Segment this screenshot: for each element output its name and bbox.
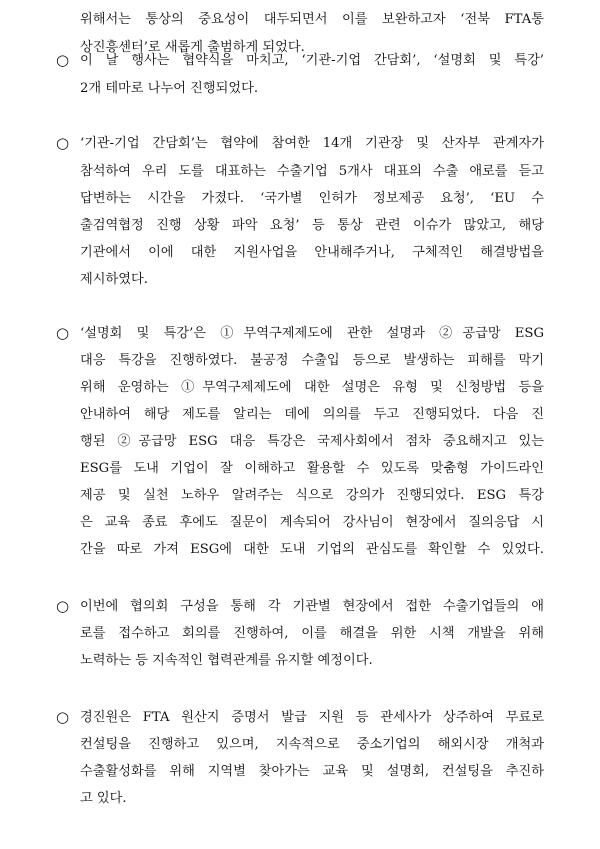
text-line: 은 교육 종료 후에도 질문이 계속되어 강사님이 현장에서 질의응답 시 [80,515,544,530]
text-line: ‘기관-기업 간담회’는 협약에 참여한 14개 기관장 및 산자부 관계자가 [80,136,544,151]
text-line: 이번에 협의회 구성을 통해 각 기관별 현장에서 접한 수출기업들의 애 [80,599,544,614]
text-line: 고 있다. [80,791,127,806]
text-line: 위해 운영하는 ①무역구제제도에 대한 설명은 유형 및 신청방법 등을 [80,380,544,395]
text-line: 행된 ②공급망 ESG 대응 특강은 국제사회에서 점차 중요해지고 있는 [80,434,544,449]
text-line: 로를 접수하고 회의를 진행하여, 이를 해결을 위한 시책 개발을 위해 [80,626,544,641]
text-line: 2개 테마로 나누어 진행되었다. [80,81,259,96]
text-line: ‘설명회 및 특강’은 ①무역구제제도에 관한 설명과 ②공급망 ESG [80,326,544,341]
bullet-circle-icon: ○ [56,324,70,342]
text-line: 답변하는 시간을 가졌다. ‘국가별 인허가 정보제공 요청’, ‘EU 수 [80,191,544,206]
bullet-circle-icon: ○ [56,708,70,726]
text-line: 경진원은 FTA 원산지 증명서 발급 지원 등 관세사가 상주하여 무료로 [80,710,544,725]
text-line: 수출활성화를 위해 지역별 찾아가는 교육 및 설명회, 컨설팅을 추진하 [80,764,544,779]
text-line: 상진흥센터’로 새롭게 출범하게 되었다. [80,40,305,55]
text-line: 참석하여 우리 도를 대표하는 수출기업 5개사 대표의 수출 애로를 듣고 [80,164,544,179]
text-line: 컨설팅을 진행하고 있으며, 지속적으로 중소기업의 해외시장 개척과 [80,737,544,752]
text-line: 제시하였다. [80,272,148,287]
text-line: 기관에서 이에 대한 지원사업을 안내해주거나, 구체적인 해결방법을 [80,245,544,260]
text-line: 위해서는 통상의 중요성이 대두되면서 이를 보완하고자 ‘전북 FTA통 [80,12,544,27]
text-line: 안내하여 해당 제도를 알리는 데에 의의를 두고 진행되었다. 다음 진 [80,407,544,422]
text-line: ESG를 도내 기업이 잘 이해하고 활용할 수 있도록 맞춤형 가이드라인 [80,461,544,476]
text-line: 출검역협정 진행 상황 파악 요청’ 등 통상 관련 이슈가 많았고, 해당 [80,218,544,233]
text-line: 제공 및 실천 노하우 알려주는 식으로 강의가 진행되었다. ESG 특강 [80,488,544,503]
bullet-circle-icon: ○ [56,134,70,152]
text-line: 대응 특강을 진행하였다. 불공정 수출입 등으로 발생하는 피해를 막기 [80,353,544,368]
text-line: 노력하는 등 지속적인 협력관계를 유지할 예정이다. [80,653,373,668]
text-line: 간을 따로 가져 ESG에 대한 도내 기업의 관심도를 확인할 수 있었다. [80,542,544,557]
text-line: 이 날 행사는 협약식을 마치고, ‘기관-기업 간담회’, ‘설명회 및 특강’ [80,53,544,68]
bullet-circle-icon: ○ [56,51,70,69]
bullet-circle-icon: ○ [56,597,70,615]
